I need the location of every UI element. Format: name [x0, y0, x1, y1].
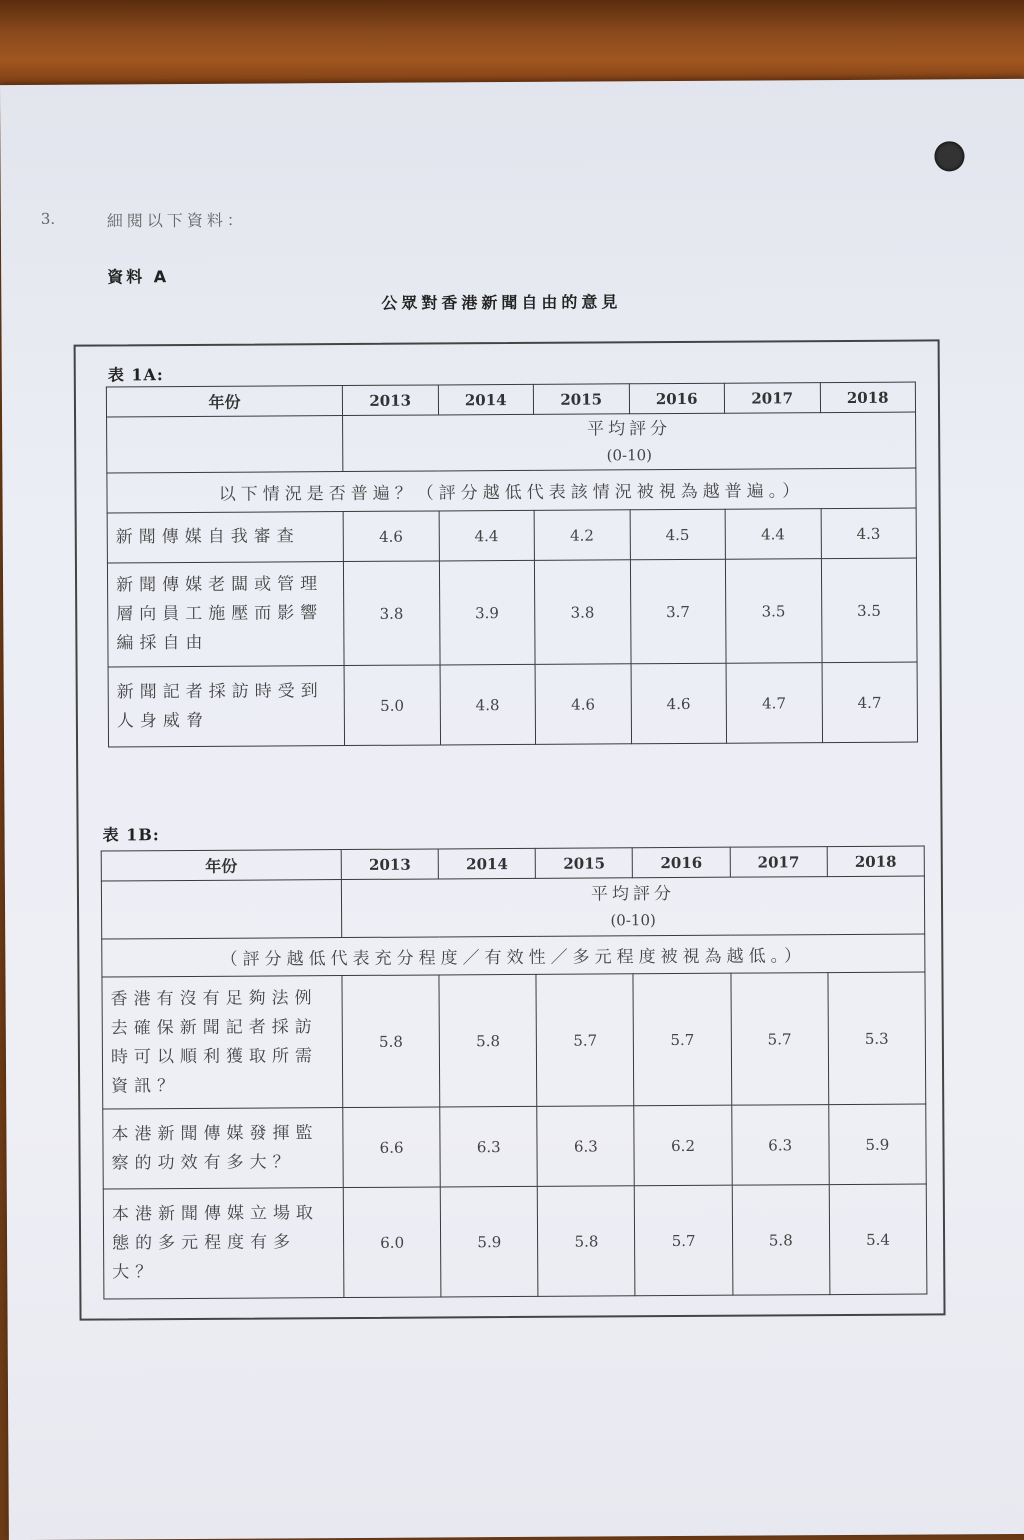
value-cell: 6.2: [634, 1105, 732, 1186]
value-cell: 4.6: [631, 663, 727, 744]
year-cell: 2016: [629, 383, 725, 414]
source-frame: [74, 339, 946, 1320]
table-row: [103, 1184, 927, 1299]
value-cell: 3.9: [439, 560, 535, 665]
value-cell: 3.5: [725, 559, 821, 664]
value-cell: 5.9: [440, 1186, 538, 1297]
average-score-range: (0-10): [610, 910, 656, 929]
row-label: 新聞傳媒老闆或管理層向員工施壓而影響編採自由: [107, 562, 344, 667]
year-cell: 2013: [342, 385, 438, 416]
value-cell: 4.6: [535, 664, 631, 745]
average-score-heading: [341, 876, 924, 938]
row-label: 本港新聞傳媒立場取態的多元程度有多大？: [103, 1188, 344, 1299]
value-cell: 3.8: [343, 561, 439, 666]
value-cell: 4.7: [822, 662, 918, 743]
value-cell: 5.3: [828, 972, 926, 1105]
exam-paper: [0, 79, 1024, 1540]
table-1b: [101, 845, 928, 1299]
value-cell: 4.7: [726, 663, 822, 744]
row-label: 新聞記者採訪時受到人身威脅: [108, 666, 344, 747]
value-cell: 4.6: [343, 511, 439, 562]
value-cell: 6.3: [440, 1106, 538, 1187]
value-cell: 6.0: [343, 1187, 441, 1298]
table-row: [103, 1104, 926, 1189]
value-cell: 5.8: [538, 1186, 636, 1297]
table-row: [107, 508, 916, 563]
empty-cell: [107, 416, 343, 473]
value-cell: 6.3: [537, 1106, 635, 1187]
value-cell: 6.3: [731, 1105, 829, 1186]
table-1a-header-row: [106, 382, 915, 417]
empty-cell: [101, 880, 341, 939]
table-1b-caption: 表 1B:: [102, 825, 160, 845]
year-cell: 2017: [724, 383, 820, 414]
row-label: 香港有沒有足夠法例去確保新聞記者採訪時可以順利獲取所需資訊？: [102, 976, 343, 1109]
value-cell: 3.7: [630, 559, 726, 664]
source-title: 公眾對香港新聞自由的意見: [381, 292, 622, 313]
year-cell: 2017: [730, 847, 827, 878]
value-cell: 3.5: [821, 558, 917, 663]
value-cell: 5.8: [439, 974, 537, 1107]
source-label: 資料 A: [107, 267, 170, 287]
year-cell: 2014: [438, 848, 535, 879]
average-score-label: 平均評分: [590, 883, 676, 905]
table-1a-note: 以下情況是否普遍？（評分越低代表該情況被視為越普遍。）: [107, 468, 916, 513]
value-cell: 5.9: [829, 1104, 927, 1185]
year-cell: 2014: [438, 384, 534, 415]
year-cell: 2016: [633, 847, 730, 878]
table-row: [102, 972, 926, 1109]
value-cell: 4.4: [725, 509, 821, 560]
table-1b-note: （評分越低代表充分程度／有效性／多元程度被視為越低。）: [102, 934, 925, 977]
value-cell: 6.6: [343, 1107, 441, 1188]
average-score-range: (0-10): [606, 445, 653, 464]
year-cell: 2013: [341, 849, 438, 880]
table-row: [108, 662, 917, 747]
row-label: 新聞傳媒自我審查: [107, 512, 343, 563]
table-1a-note-row: [107, 468, 916, 513]
table-1a: [106, 382, 918, 748]
value-cell: 4.3: [821, 508, 917, 559]
year-cell: 2018: [827, 846, 924, 877]
value-cell: 3.8: [534, 560, 630, 665]
table-1b-avg-row: [101, 876, 924, 939]
table-row: [107, 558, 917, 667]
value-cell: 4.5: [630, 509, 726, 560]
row-label: 本港新聞傳媒發揮監察的功效有多大？: [103, 1108, 343, 1189]
value-cell: 5.7: [633, 973, 731, 1106]
year-header: 年份: [106, 386, 342, 417]
value-cell: 4.4: [439, 510, 535, 561]
value-cell: 5.8: [732, 1185, 830, 1296]
year-cell: 2015: [533, 384, 629, 415]
value-cell: 5.0: [344, 665, 440, 746]
value-cell: 5.8: [342, 975, 440, 1108]
table-1b-note-row: [102, 934, 925, 977]
average-score-label: 平均評分: [587, 418, 672, 440]
year-cell: 2015: [535, 848, 632, 879]
value-cell: 4.2: [534, 510, 630, 561]
value-cell: 5.7: [731, 973, 829, 1106]
punch-hole: [934, 141, 964, 171]
table-1a-caption: 表 1A:: [107, 365, 164, 385]
value-cell: 5.7: [536, 974, 634, 1107]
value-cell: 5.4: [829, 1184, 927, 1295]
average-score-heading: [343, 412, 916, 471]
value-cell: 5.7: [635, 1185, 733, 1296]
value-cell: 4.8: [440, 664, 536, 745]
question-number: 3.: [40, 209, 56, 228]
year-header: 年份: [101, 850, 341, 881]
table-1a-avg-row: [107, 412, 916, 473]
question-instruction: 細閱以下資料：: [106, 210, 247, 231]
year-cell: 2018: [820, 382, 916, 413]
